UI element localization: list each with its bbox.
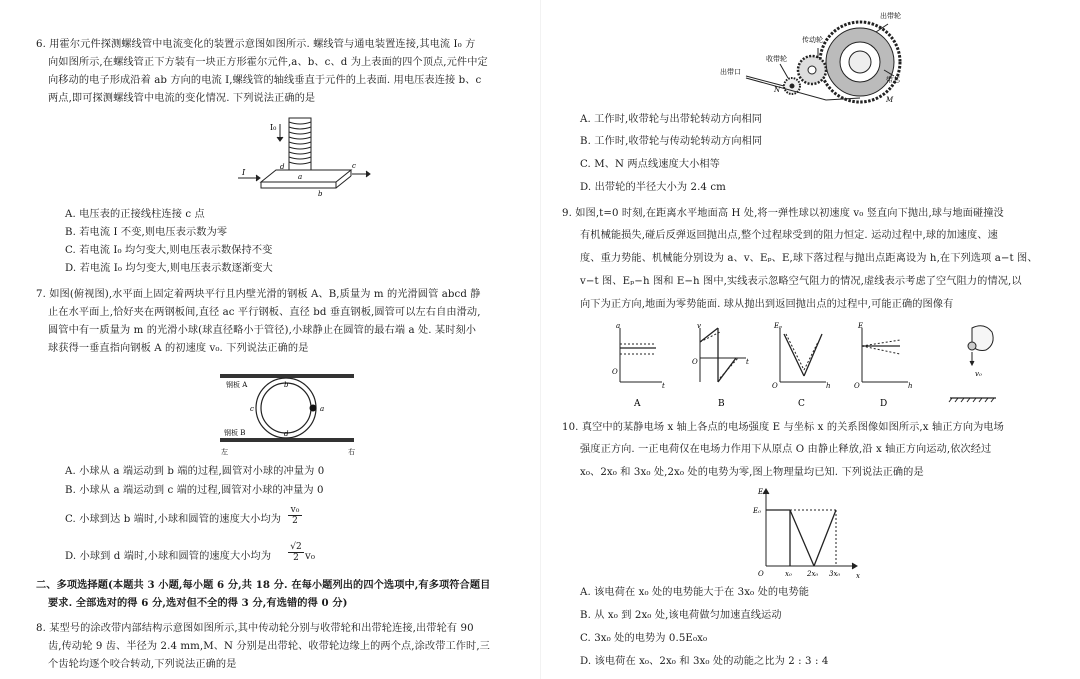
q6-option-b: B. 若电流 I 不变,则电压表示数为零 — [65, 227, 228, 238]
fig8-n: N — [774, 86, 781, 94]
q10-option-b: B. 从 x₀ 到 2x₀ 处,该电荷做匀加速直线运动 — [580, 610, 782, 621]
fig8-core: 带芯 — [886, 76, 900, 84]
q8-line-3: 个齿轮均逐个咬合转动,下列说法正确的是 — [48, 659, 237, 670]
q9b-axis-v: v — [697, 322, 701, 330]
fig6-label-c: c — [352, 162, 356, 170]
fig7-d: d — [284, 430, 289, 438]
fig6-label-i0: I₀ — [270, 123, 277, 132]
q7-option-d: D. 小球到 d 端时,小球和圆管的速度大小均为 — [65, 551, 272, 562]
q7-option-a: A. 小球从 a 端运动到 b 端的过程,圆管对小球的冲量为 0 — [65, 466, 325, 477]
q10-option-a: A. 该电荷在 x₀ 处的电势能大于在 3x₀ 处的电势能 — [580, 587, 810, 598]
q10-e0: E₀ — [753, 507, 761, 515]
tape-gears-figure — [706, 6, 906, 106]
q7-c-frac-num: v₀ — [288, 505, 302, 516]
fig7-c: c — [250, 405, 254, 413]
q7-d-frac-num: √2 — [288, 542, 304, 553]
q9-line-5: 向下为正方向,地面为零势能面. 球从抛出到返回抛出点的过程中,可能正确的图像有 — [580, 299, 954, 310]
hall-element-figure — [236, 112, 386, 204]
q9d-origin: O — [854, 382, 860, 390]
q9-graph-label-b: B — [718, 399, 725, 409]
q7-d-frac-den: 2 — [293, 553, 299, 563]
q6-option-d: D. 若电流 I₀ 均匀变大,则电压表示数逐渐变大 — [65, 263, 273, 274]
q7-line-1: 7. 如图(俯视图),水平面上固定着两块平行且内壁光滑的钢板 A、B,质量为 m 的光滑圆管 abcd 静 — [36, 289, 481, 300]
q7-c-frac-den: 2 — [292, 516, 298, 526]
q10-option-d: D. 该电荷在 x₀、2x₀ 和 3x₀ 处的动能之比为 2 : 3 : 4 — [580, 656, 829, 667]
q9a-axis-a: a — [616, 322, 621, 330]
q7-line-2: 止在水平面上,恰好夹在两钢板间,直径 ac 平行钢板、直径 bd 垂直钢板,圆管可以左右自由滑动, — [48, 307, 481, 318]
section-2-heading-1: 二、多项选择题(本题共 3 小题,每小题 6 分,共 18 分. 在每小题列出的四个选项中,有多项符合题目 — [36, 579, 491, 591]
q7-d-tail: v₀ — [305, 551, 316, 562]
fig7-left: 左 — [221, 448, 228, 456]
q10-axis-x: x — [856, 572, 860, 580]
fig8-drive: 传动轮 — [802, 36, 823, 44]
q6-line-1: 6. 用霍尔元件探测螺线管中电流变化的装置示意图如图所示. 螺线管与通电装置连接,其电流 I₀ 方 — [36, 39, 476, 50]
q10-origin: O — [758, 570, 764, 578]
q10-axis-e: E — [758, 488, 764, 496]
fig6-label-a: a — [298, 173, 303, 181]
q9-line-1: 9. 如图,t=0 时刻,在距离水平地面高 H 处,将一弹性球以初速度 v₀ 竖直向下抛出,球与地面碰撞没 — [562, 208, 1004, 219]
q10-2x0: 2x₀ — [807, 570, 819, 578]
q9d-axis-h: h — [908, 382, 913, 390]
fig6-label-i: I — [242, 168, 246, 177]
q9d-axis-e: E — [858, 322, 864, 330]
q8-line-1: 8. 某型号的涂改带内部结构示意图如图所示,其中传动轮分别与收带轮和出带轮连接,出带轮有 90 — [36, 623, 474, 634]
q7-c-fraction — [288, 505, 302, 526]
q10-3x0: 3x₀ — [829, 570, 841, 578]
q9-ball-v0: v₀ — [975, 370, 982, 378]
q9c-axis-ep: Eₚ — [774, 322, 782, 330]
q7-option-b: B. 小球从 a 端运动到 c 端的过程,圆管对小球的冲量为 0 — [65, 485, 324, 496]
q9a-axis-t: t — [662, 382, 665, 390]
fig7-a: a — [320, 405, 325, 413]
q9-line-2: 有机械能损失,碰后反弹返回抛出点,整个过程球受到的阻力恒定. 运动过程中,球的加速度、速 — [580, 230, 998, 241]
q8-line-2: 齿,传动轮 9 齿、半径为 2.4 mm,M、N 分别是出带轮、收带轮边缘上的两个点,涂改带工作时,三 — [48, 641, 490, 652]
q9-line-4: v−t 图、Eₚ−h 图和 E−h 图中,实线表示忽略空气阻力的情况,虚线表示考虑了空气阻力的情况,以 — [580, 276, 1022, 287]
q8-option-c: C. M、N 两点线速度大小相等 — [580, 159, 720, 170]
q9-line-3: 度、重力势能、机械能分别设为 a、v、Eₚ、E,球下落过程与抛出点距离设为 h,在下列选项 a−t 图、 — [580, 253, 1038, 264]
q7-d-fraction — [288, 542, 304, 563]
q9-graphs — [600, 320, 1020, 410]
fig7-plate-a: 钢板 A — [226, 381, 248, 389]
q9-graph-label-a: A — [634, 399, 641, 409]
fig8-m: M — [886, 96, 894, 104]
q6-line-3: 向移动的电子形成沿着 ab 方向的电流 I,螺线管的轴线垂直于元件的上表面. 用电压表连接 b、c — [48, 75, 482, 86]
fig8-out-wheel: 出带轮 — [880, 12, 901, 20]
steel-plates-figure — [220, 370, 380, 456]
fig8-out-port: 出带口 — [720, 68, 741, 76]
fig7-b: b — [284, 381, 289, 389]
q10-option-c: C. 3x₀ 处的电势为 0.5E₀x₀ — [580, 633, 708, 644]
q10-line-1: 10. 真空中的某静电场 x 轴上各点的电场强度 E 与坐标 x 的关系图像如图所示,x 轴正方向为电场 — [562, 422, 1004, 433]
q9c-axis-h: h — [826, 382, 831, 390]
q8-option-a: A. 工作时,收带轮与出带轮转动方向相同 — [580, 114, 763, 125]
q6-option-a: A. 电压表的正接线柱连接 c 点 — [65, 209, 205, 220]
q6-line-4: 两点,即可探测螺线管中电流的变化情况. 下列说法正确的是 — [48, 93, 316, 104]
fig8-take-wheel: 收带轮 — [766, 55, 787, 63]
section-2-heading-2: 要求. 全部选对的得 6 分,选对但不全的得 3 分,有选错的得 0 分) — [48, 597, 348, 609]
q6-option-c: C. 若电流 I₀ 均匀变大,则电压表示数保持不变 — [65, 245, 273, 256]
q9-graph-label-d: D — [880, 399, 888, 409]
q9a-origin: O — [612, 368, 618, 376]
q9b-axis-t: t — [746, 358, 749, 366]
q10-x0: x₀ — [785, 570, 792, 578]
q7-line-4: 球获得一垂直指向钢板 A 的初速度 v₀. 下列说法正确的是 — [48, 343, 309, 354]
fig6-label-b: b — [318, 190, 323, 198]
fig7-plate-b: 钢板 B — [224, 429, 246, 437]
q10-field-graph — [752, 486, 862, 580]
q9-graph-label-c: C — [798, 399, 805, 409]
q7-line-3: 圆管中有一质量为 m 的光滑小球(球直径略小于管径),小球静止在圆管的最右端 a 处. 某时刻小 — [48, 325, 477, 336]
q10-line-3: x₀、2x₀ 和 3x₀ 处,2x₀ 处的电势为零,图上物理量均已知. 下列说法正确的是 — [580, 467, 924, 478]
q10-line-2: 强度正方向. 一正电荷仅在电场力作用下从原点 O 由静止释放,沿 x 轴正方向运动,依次经过 — [580, 444, 992, 455]
q6-line-2: 向如图所示,在螺线管正下方装有一块正方形霍尔元件,a、b、c、d 为上表面的四个顶点,元件中定 — [48, 57, 488, 68]
q8-option-d: D. 出带轮的半径大小为 2.4 cm — [580, 182, 726, 193]
fig6-label-d: d — [280, 163, 285, 171]
q7-option-c: C. 小球到达 b 端时,小球和圆管的速度大小均为 — [65, 514, 282, 525]
q8-option-b: B. 工作时,收带轮与传动轮转动方向相同 — [580, 136, 763, 147]
page-fold — [540, 0, 541, 679]
fig7-right: 右 — [348, 448, 355, 456]
q9b-origin: O — [692, 358, 698, 366]
q9c-origin: O — [772, 382, 778, 390]
